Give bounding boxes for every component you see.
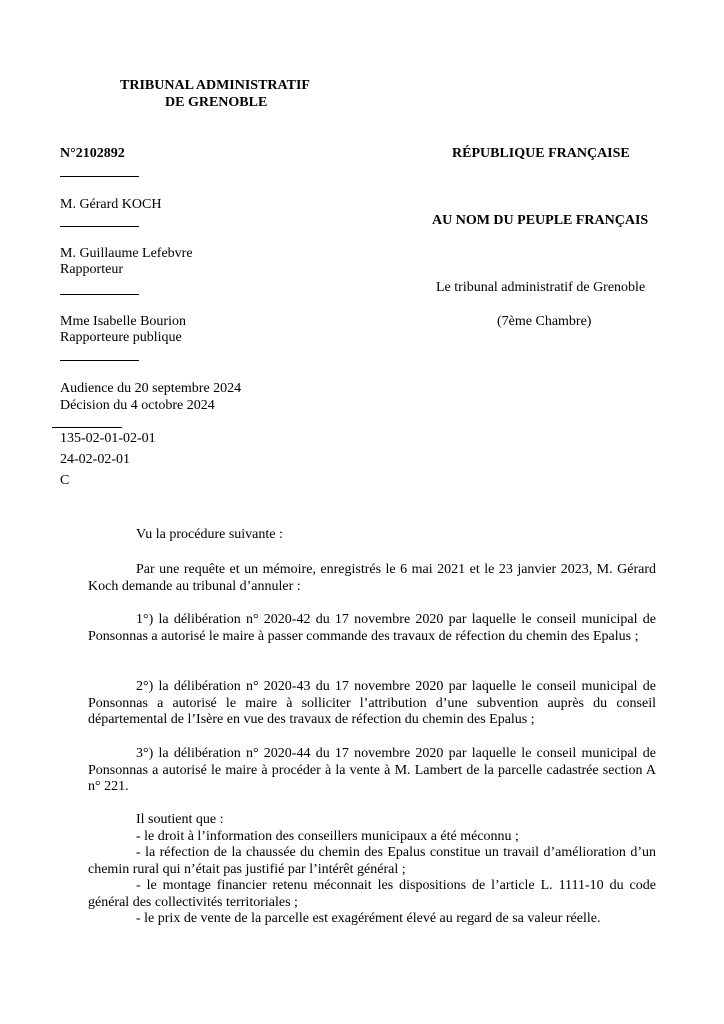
separator-line (60, 294, 139, 295)
deliberation-2-text: 2°) la délibération n° 2020-43 du 17 novembre 2020 par laquelle le conseil municipal de Ponsonnas a autorisé le maire à solliciter l’attribution d’une subvention auprès du conseil départemental de l’Isère en vue des travaux de réfection du chemin des Epalus ; (88, 679, 656, 727)
tribunal-name: Le tribunal administratif de Grenoble (436, 280, 646, 295)
classification-code: 135-02-01-02-01 (60, 431, 156, 446)
argument-item: - le prix de vente de la parcelle est exagérément élevé au regard de sa valeur réelle. (136, 911, 601, 926)
public-rapporteur-role: Rapporteure publique (60, 330, 182, 345)
argument-item: - le droit à l’information des conseillers municipaux a été méconnu ; (136, 828, 519, 844)
deliberation-2-paragraph (88, 679, 656, 729)
argument-item: - le montage financier retenu méconnait les dispositions de l’article L. 1111-10 du code général des collectivités territoriales ; (88, 878, 656, 910)
request-text: Par une requête et un mémoire, enregistrés le 6 mai 2021 et le 23 janvier 2023, M. Gérard Koch demande au tribunal d’annuler : (88, 562, 656, 594)
procedure-title: Vu la procédure suivante : (136, 527, 283, 542)
classification-code: 24-02-02-01 (60, 452, 130, 467)
deliberation-3-paragraph (88, 746, 656, 796)
hearing-date: Audience du 20 septembre 2024 (60, 381, 242, 396)
separator-line (60, 360, 139, 361)
case-number: N°2102892 (60, 146, 125, 161)
deliberation-1-text: 1°) la délibération n° 2020-42 du 17 novembre 2020 par laquelle le conseil municipal de Ponsonnas a autorisé le maire à passer commande des travaux de réfection du chemin des Epalus ; (88, 612, 656, 644)
court-name-line2: DE GRENOBLE (165, 95, 268, 110)
rapporteur-role: Rapporteur (60, 262, 123, 277)
public-rapporteur-name: Mme Isabelle Bourion (60, 314, 186, 329)
publication-code: C (60, 473, 70, 488)
chamber-label: (7ème Chambre) (497, 314, 592, 329)
plaintiff-name: M. Gérard KOCH (60, 197, 162, 212)
deliberation-1-paragraph (88, 612, 656, 645)
deliberation-3-text: 3°) la délibération n° 2020-44 du 17 novembre 2020 par laquelle le conseil municipal de Ponsonnas a autorisé le maire à procéder à la vente à M. Lambert de la parcelle cadastrée section A n° 221. (88, 746, 656, 794)
court-name-line1: TRIBUNAL ADMINISTRATIF (120, 78, 310, 93)
arguments-intro: Il soutient que : (136, 812, 224, 827)
argument-item: - la réfection de la chaussée du chemin des Epalus constitue un travail d’amélioration d’un chemin rural qui n’était pas justifié par l’intérêt général ; (88, 845, 656, 877)
request-paragraph (88, 562, 656, 595)
republic-heading: RÉPUBLIQUE FRANÇAISE (452, 146, 630, 161)
rapporteur-name: M. Guillaume Lefebvre (60, 246, 193, 261)
separator-line (52, 427, 122, 428)
decision-date: Décision du 4 octobre 2024 (60, 398, 215, 413)
separator-line (60, 176, 139, 177)
arguments-block (88, 812, 656, 928)
separator-line (60, 226, 139, 227)
in-the-name-heading: AU NOM DU PEUPLE FRANÇAIS (432, 213, 649, 228)
